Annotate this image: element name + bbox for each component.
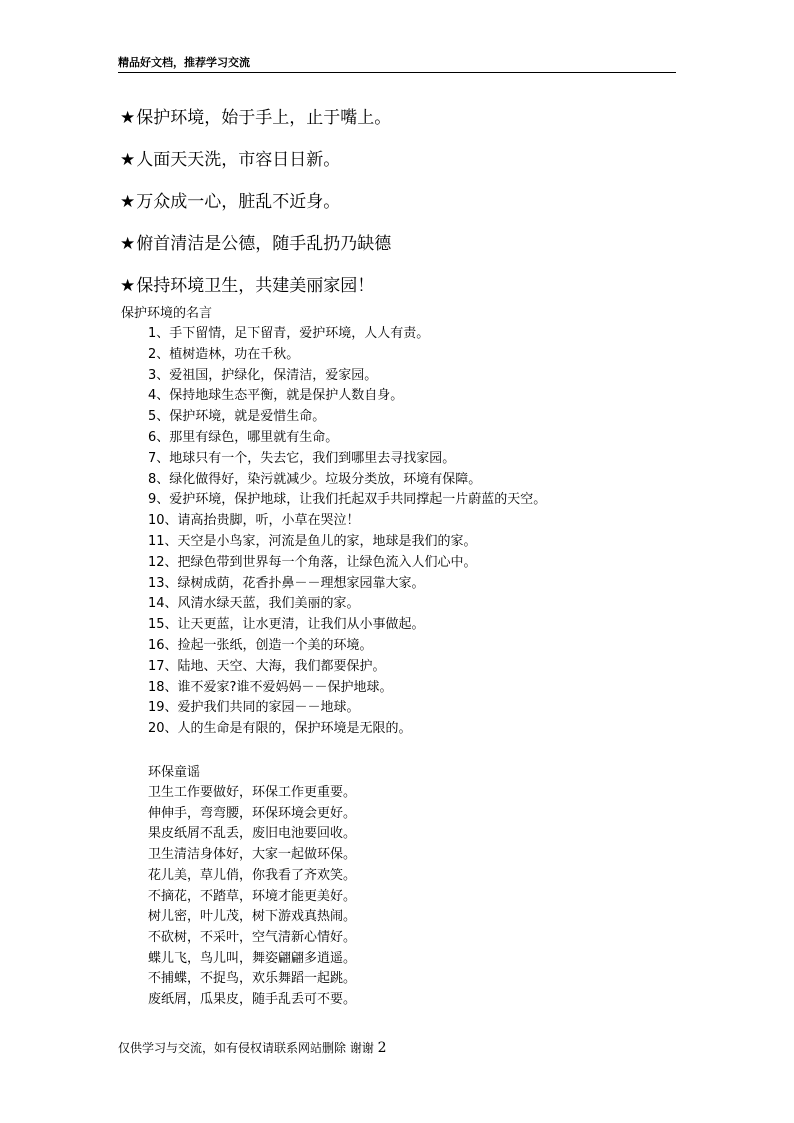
footer-text: 仅供学习与交流，如有侵权请联系网站删除 谢谢 [118,1041,374,1055]
star-icon: ★ [120,192,136,212]
quote-item: 15、让天更蓝，让水更清，让我们从小事做起。 [148,617,425,633]
quotes-list [148,324,546,740]
rhyme-line: 不捕蝶，不捉鸟，欢乐舞蹈一起跳。 [148,971,357,987]
quote-item: 16、捡起一张纸，创造一个美的环境。 [148,637,373,653]
rhyme-line: 花儿美，草儿俏，你我看了齐欢笑。 [148,867,357,883]
quote-item: 1、手下留情，足下留青，爱护环境，人人有责。 [148,326,430,341]
slogan-list [120,104,680,314]
slogan-item [120,104,680,132]
quote-item: 13、绿树成荫，花香扑鼻－－理想家园靠大家。 [148,575,425,591]
rhyme-line: 树儿密，叶儿茂，树下游戏真热闹。 [148,909,357,925]
slogan-item [120,230,680,258]
slogan-text: 万众成一心，脏乱不近身。 [136,192,341,212]
quote-item: 7、地球只有一个，失去它，我们到哪里去寻找家园。 [148,450,456,466]
quote-item: 6、那里有绿色，哪里就有生命。 [148,429,339,445]
quote-item: 17、陆地、天空、大海，我们都要保护。 [148,658,386,674]
rhyme-line: 不砍树，不采叶，空气清新心情好。 [148,929,357,945]
rhyme-line: 不摘花，不踏草，环境才能更美好。 [148,888,357,904]
quote-item: 20、人的生命是有限的，保护环境是无限的。 [148,721,412,737]
page-footer [118,1040,387,1056]
rhyme-line: 卫生清洁身体好，大家一起做环保。 [148,847,357,863]
quote-item: 19、爱护我们共同的家园－－地球。 [148,700,360,716]
quote-item: 14、风清水绿天蓝，我们美丽的家。 [148,596,360,612]
rhyme-line: 伸伸手，弯弯腰，环保环境会更好。 [148,805,357,821]
rhyme-line: 卫生工作要做好，环保工作更重要。 [148,785,357,800]
quote-item: 9、爱护环境，保护地球，让我们托起双手共同撑起一片蔚蓝的天空。 [148,492,547,508]
quote-item: 5、保护环境，就是爱惜生命。 [148,409,326,425]
quote-item: 11、天空是小鸟家，河流是鱼儿的家，地球是我们的家。 [148,533,477,549]
slogan-item [120,188,680,216]
quote-item: 2、植树造林，功在千秋。 [148,346,300,362]
rhyme-line: 蝶儿飞，鸟儿叫，舞姿翩翩多逍遥。 [148,950,357,966]
star-icon: ★ [120,150,136,170]
rhyme-list [148,783,356,1011]
quotes-section-title: 保护环境的名言 [121,306,213,321]
star-icon: ★ [120,108,136,128]
quote-item: 10、请高抬贵脚，听，小草在哭泣！ [148,513,360,529]
star-icon: ★ [120,276,136,296]
star-icon: ★ [120,234,136,254]
slogan-text: 人面天天洗，市容日日新。 [136,150,341,170]
rhyme-section-title: 环保童谣 [148,765,201,780]
quote-item: 3、爱祖国，护绿化，保清洁，爱家园。 [148,367,378,383]
slogan-text: 俯首清洁是公德，随手乱扔乃缺德 [136,234,392,254]
slogan-item [120,146,680,174]
page-number: 2 [377,1040,387,1056]
quote-item: 4、保持地球生态平衡，就是保护人数自身。 [148,388,404,404]
rhyme-line: 废纸屑，瓜果皮，随手乱丢可不要。 [148,992,357,1008]
slogan-text: 保持环境卫生，共建美丽家园！ [136,276,375,296]
header-text: 精品好文档，推荐学习交流 [118,56,250,69]
slogan-item [120,272,680,300]
quote-item: 8、绿化做得好，染污就减少。垃圾分类放，环境有保障。 [148,471,482,487]
slogan-text: 保护环境，始于手上，止于嘴上。 [136,108,392,128]
quote-item: 12、把绿色带到世界每一个角落，让绿色流入人们心中。 [148,554,477,570]
quote-item: 18、谁不爱家?谁不爱妈妈－－保护地球。 [148,679,393,695]
page-header [118,56,676,73]
rhyme-line: 果皮纸屑不乱丢，废旧电池要回收。 [148,826,357,842]
